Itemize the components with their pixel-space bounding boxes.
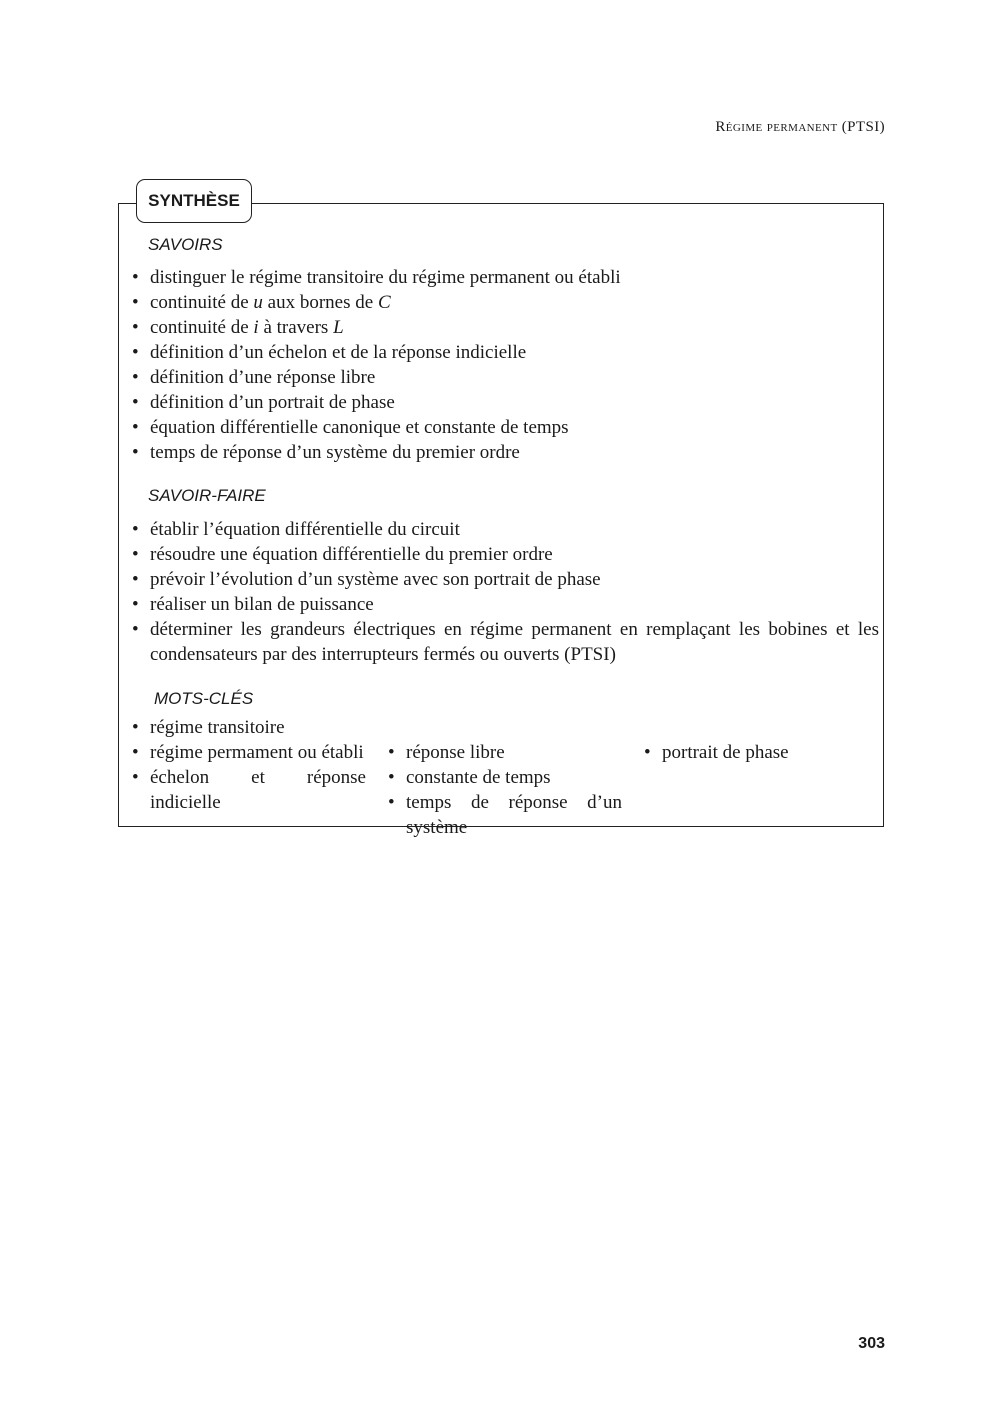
list-item: • équation différentielle canonique et constante de temps [131, 415, 621, 440]
keywords-column-3 [643, 715, 878, 765]
list-item: • continuité de u aux bornes de C [131, 290, 621, 315]
list-item: • régime permament ou établi [131, 740, 366, 765]
list-item: • réaliser un bilan de puissance [131, 592, 879, 617]
list-item: • définition d’un échelon et de la réponse indicielle [131, 340, 621, 365]
running-head: Régime permanent (PTSI) [715, 119, 885, 135]
savoirs-list [131, 265, 621, 465]
list-item: • continuité de i à travers L [131, 315, 621, 340]
list-item: • régime transitoire [131, 715, 366, 740]
list-item: • déterminer les grandeurs électriques en régime permanent en remplaçant les bobines et les condensateurs par des interrupteurs fermés ou ouverts (PTSI) [131, 617, 879, 667]
list-item: • résoudre une équation différentielle du premier ordre [131, 542, 879, 567]
mots-cles-title: MOTS-CLÉS [154, 689, 254, 708]
list-item: • échelon et réponse indicielle [131, 765, 366, 790]
list-item: • prévoir l’évolution d’un système avec son portrait de phase [131, 567, 879, 592]
list-item: • définition d’un portrait de phase [131, 390, 621, 415]
list-item-continuation [387, 715, 622, 740]
list-item: • temps de réponse d’un système du premier ordre [131, 440, 621, 465]
synthese-label: SYNTHÈSE [136, 179, 252, 223]
list-item-continuation [643, 715, 878, 740]
keywords-column-2 [387, 715, 622, 838]
savoirs-title: SAVOIRS [148, 235, 223, 254]
list-item: • temps de réponse d’un système [387, 790, 622, 815]
list-item: • réponse libre [387, 740, 622, 765]
list-item: • distinguer le régime transitoire du régime permanent ou établi [131, 265, 621, 290]
list-item: • portrait de phase [643, 740, 878, 765]
keywords-column-1 [131, 715, 366, 813]
list-item: • constante de temps [387, 765, 622, 790]
list-item: • établir l’équation différentielle du circuit [131, 517, 879, 542]
page-number: 303 [858, 1335, 885, 1352]
list-item: • définition d’une réponse libre [131, 365, 621, 390]
savoir-faire-list [131, 517, 879, 667]
savoir-faire-title: SAVOIR-FAIRE [148, 486, 266, 505]
